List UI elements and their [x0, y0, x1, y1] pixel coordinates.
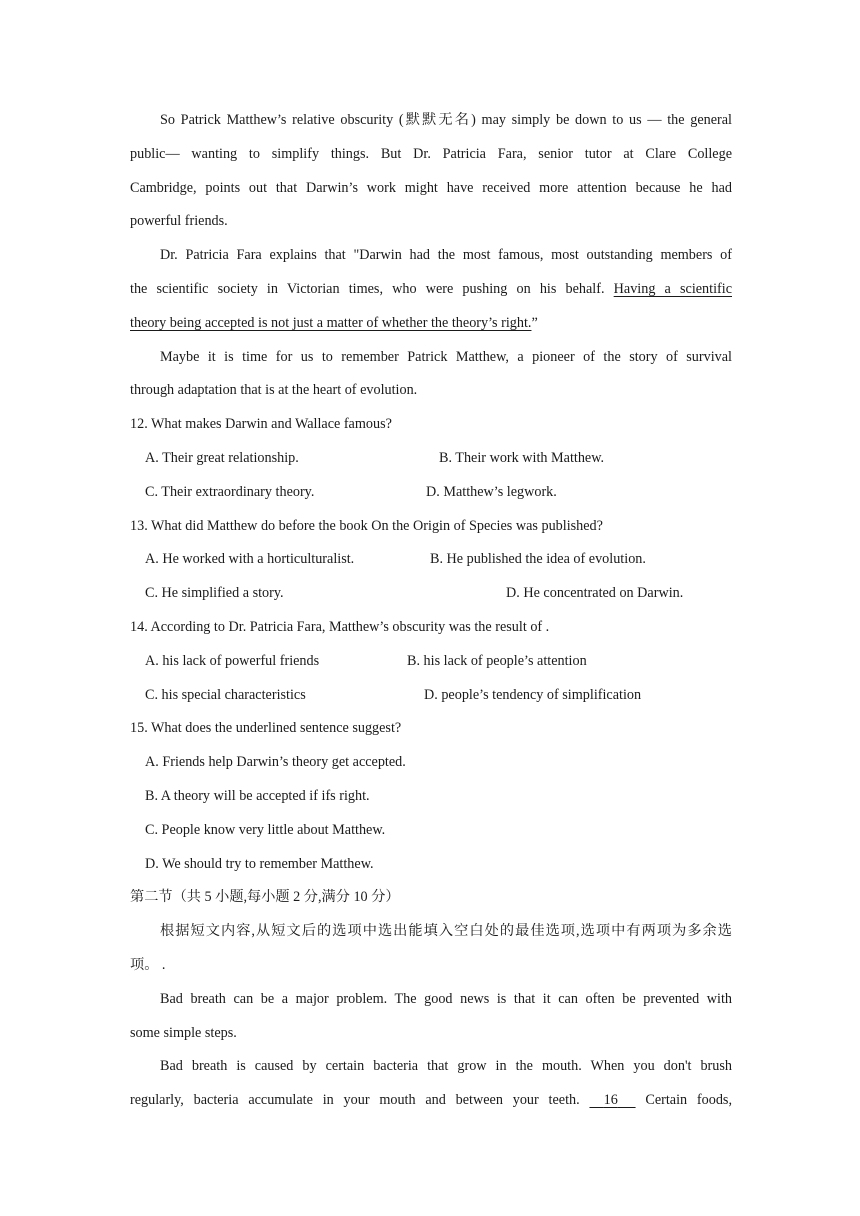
option-a: A. Their great relationship. [145, 449, 299, 466]
passage-text: regularly, bacteria accumulate in your mouth and between your teeth. [130, 1092, 590, 1109]
option-d: D. We should try to remember Matthew. [145, 855, 374, 872]
passage-line [130, 273, 732, 307]
option-a: A. Friends help Darwin’s theory get accepted. [145, 754, 406, 771]
section-instruction: 项。 . [130, 956, 166, 973]
option-row [130, 645, 732, 679]
option-c: C. He simplified a story. [145, 585, 284, 602]
closing-quote: ” [531, 314, 538, 331]
passage-line: through adaptation that is at the heart of evolution. [130, 382, 418, 399]
option-row [130, 476, 732, 510]
option-c: C. Their extraordinary theory. [145, 483, 315, 500]
option-d: D. people’s tendency of simplification [424, 686, 642, 703]
option-c: C. his special characteristics [145, 686, 306, 703]
underlined-sentence: Having a scientific [613, 280, 732, 297]
option-a: A. his lack of powerful friends [145, 652, 320, 669]
blank-number: 16 [603, 1092, 618, 1109]
option-b: B. A theory will be accepted if ifs right. [145, 787, 370, 804]
section-heading: 第二节（共 5 小题,每小题 2 分,满分 10 分） [130, 889, 400, 906]
passage-line [130, 307, 732, 341]
passage-line: So Patrick Matthew’s relative obscurity (默默无名) may simply be down to us — the general [160, 112, 732, 128]
option-b: B. Their work with Matthew. [439, 449, 605, 466]
passage-line: powerful friends. [130, 213, 228, 230]
passage-line: some simple steps. [130, 1024, 237, 1041]
option-d: D. He concentrated on Darwin. [506, 585, 684, 602]
option-b: B. He published the idea of evolution. [430, 551, 646, 568]
passage-line [130, 1084, 732, 1118]
passage-line: Maybe it is time for us to remember Patrick Matthew, a pioneer of the story of survival [160, 348, 732, 365]
passage-line: Dr. Patricia Fara explains that "Darwin had the most famous, most outstanding members of [160, 247, 732, 264]
passage-line: Cambridge, points out that Darwin’s work might have received more attention because he had [130, 179, 732, 196]
question-stem: 12. What makes Darwin and Wallace famous? [130, 416, 392, 433]
answer-blank[interactable] [589, 1084, 635, 1118]
question-stem: 13. What did Matthew do before the book On the Origin of Species was published? [130, 517, 603, 534]
document-page [130, 104, 732, 1118]
option-row [130, 679, 732, 713]
passage-text: the scientific society in Victorian times, who were pushing on his behalf. [130, 280, 614, 297]
passage-text: Certain foods, [635, 1092, 732, 1109]
option-c: C. People know very little about Matthew. [145, 821, 386, 838]
option-d: D. Matthew’s legwork. [426, 483, 557, 500]
section-instruction: 根据短文内容,从短文后的选项中选出能填入空白处的最佳选项,选项中有两项为多余选 [160, 923, 732, 940]
passage-line: public— wanting to simplify things. But Dr. Patricia Fara, senior tutor at Clare College [130, 145, 732, 162]
question-stem: 14. According to Dr. Patricia Fara, Matthew’s obscurity was the result of . [130, 618, 550, 635]
underlined-sentence: theory being accepted is not just a matter of whether the theory’s right. [130, 314, 532, 331]
question-stem: 15. What does the underlined sentence suggest? [130, 720, 402, 737]
option-a: A. He worked with a horticulturalist. [145, 551, 355, 568]
passage-line: Bad breath is caused by certain bacteria that grow in the mouth. When you don't brush [160, 1058, 732, 1075]
option-b: B. his lack of people’s attention [407, 652, 587, 669]
option-row [130, 577, 732, 611]
option-row [130, 543, 732, 577]
passage-line: Bad breath can be a major problem. The good news is that it can often be prevented with [160, 990, 732, 1007]
option-row [130, 442, 732, 476]
